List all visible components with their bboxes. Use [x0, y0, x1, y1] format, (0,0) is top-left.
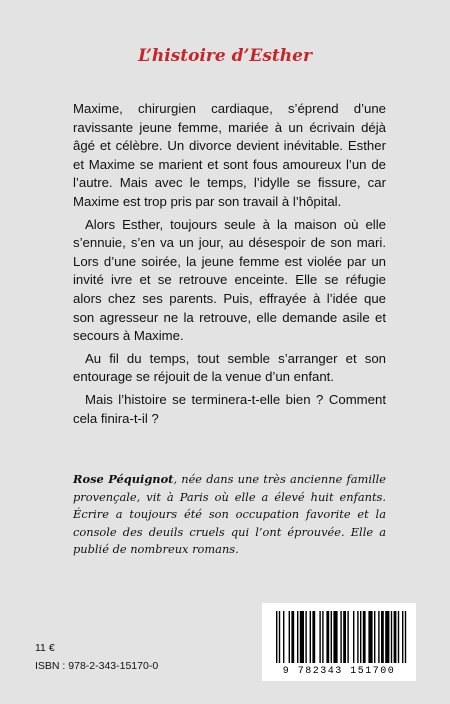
barcode-bar	[340, 611, 341, 663]
book-title: L’histoire d’Esther	[138, 46, 312, 66]
barcode-bar	[378, 611, 379, 663]
isbn: ISBN : 978-2-343-15170-0	[35, 660, 159, 672]
barcode-bar	[394, 611, 397, 663]
barcode-bar	[398, 611, 399, 663]
barcode-bar	[283, 611, 284, 663]
barcode-bar	[385, 611, 389, 663]
barcode-bar	[291, 611, 294, 663]
author-name: Rose Péquignot	[73, 472, 174, 486]
barcode-bar	[363, 611, 366, 663]
price: 11 €	[35, 642, 55, 654]
barcode-number: 9 782343 151700	[282, 666, 396, 677]
barcode-bar	[305, 611, 306, 663]
barcode-bar	[300, 611, 304, 663]
barcode-bar	[353, 611, 354, 663]
barcode-bar	[360, 611, 361, 663]
barcode-bar	[333, 611, 337, 663]
barcode-bar	[312, 611, 315, 663]
barcode-bar	[319, 611, 320, 663]
barcode-bar	[405, 611, 406, 663]
synopsis-paragraph-4: Mais l’histoire se terminera-t-elle bien ? Comment cela finira-t-il ?	[73, 391, 386, 426]
barcode-bar	[391, 611, 392, 663]
barcode-bar	[402, 611, 403, 663]
barcode-bar	[279, 611, 280, 663]
barcode-bar	[326, 611, 329, 663]
barcode-bar	[331, 611, 332, 663]
barcode	[262, 603, 416, 681]
barcode-bars	[262, 603, 416, 667]
barcode-bar	[289, 611, 290, 663]
synopsis	[73, 100, 386, 432]
barcode-bar	[276, 611, 277, 663]
synopsis-paragraph-3: Au fil du temps, tout semble s’arranger et son entourage se réjouit de la venue d’un enfant.	[73, 350, 386, 385]
barcode-bar	[343, 611, 346, 663]
barcode-bar	[381, 611, 384, 663]
barcode-bar	[368, 611, 372, 663]
barcode-bar	[310, 611, 311, 663]
barcode-bar	[374, 611, 375, 663]
barcode-bar	[347, 611, 348, 663]
barcode-bar	[322, 611, 323, 663]
barcode-bar	[297, 611, 298, 663]
author-bio-text: , née dans une très ancienne famille provençale, vit à Paris où elle a élevé huit enfants. Écrire a toujours été son occupation favorite et la console des deuils cruels qui l’ont éprouvée. Elle a publié de nombreux romans.	[73, 472, 387, 556]
synopsis-paragraph-1: Maxime, chirurgien cardiaque, s’éprend d’une ravissante jeune femme, mariée à un écrivain déjà âgé et célèbre. Un divorce devient inévitable. Esther et Maxime se marient et sont fous amoureux l’un de l’autre. Mais avec le temps, l’idylle se fissure, car Maxime est trop pris par son travail à l’hôpital.	[73, 101, 386, 209]
synopsis-paragraph-2: Alors Esther, toujours seule à la maison où elle s’ennuie, s’en va un jour, au désespoir de son mari. Lors d’une soirée, la jeune femme est violée par un invité ivre et se retrouve enceinte. Elle se réfugie alors chez ses parents. Puis, effrayée à l’idée que son agresseur ne la retrouve, elle demande asile et secours à Maxime.	[73, 216, 386, 344]
barcode-bar	[357, 611, 358, 663]
author-bio	[73, 471, 386, 559]
